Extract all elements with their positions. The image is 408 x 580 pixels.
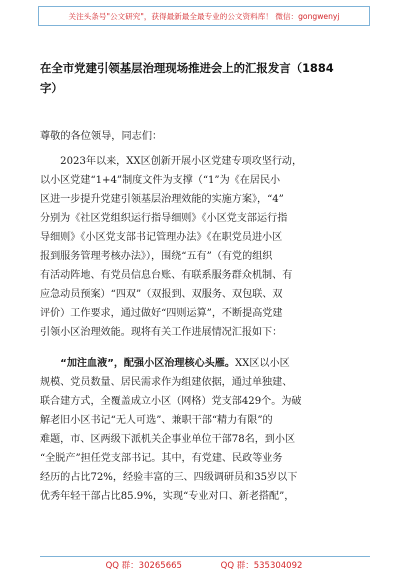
title-line-2: 字） [40, 81, 63, 95]
paragraph-2-line: 联合建方式，全覆盖成立小区（网格）党支部429个。为破 [40, 396, 302, 407]
header-banner-text: 关注头条号"公文研究"，获得最新最全最专业的公文资料库！ 微信：gongwenyj [68, 11, 340, 21]
footer [0, 559, 408, 571]
paragraph-2-line: 规模、党员数量、居民需求作为组建依据，通过单独建、 [40, 377, 293, 388]
title-line-1: 在全市党建引领基层治理现场推进会上的汇报发言（1884 [40, 61, 334, 75]
paragraph-1-line: 报到服务管理考核办法》），围绕“五有”（有党的组织 [40, 251, 273, 262]
document-title [40, 58, 370, 98]
paragraph-2-line: 难题，市、区两级下派机关企事业单位干部78名，到小区 [40, 434, 296, 445]
paragraph-1-line: 导细则》《小区党支部书记管理办法》《在职党员进小区 [40, 232, 283, 243]
paragraph-2-line: 优秀年轻干部占比85.9%，实现“专业对口、新老搭配”， [40, 491, 295, 502]
paragraph-1-line: 应急动员预案）“四双”（双报到、双服务、双包联、双 [40, 289, 283, 300]
footer-divider [40, 556, 370, 557]
paragraph-2-heading: “加注血液”，配强小区治理核心头雁。 [40, 358, 235, 369]
paragraph-2-heading-rest: XX区以小区 [234, 358, 290, 369]
footer-qq-group-2: QQ 群：535304092 [220, 561, 303, 571]
paragraph-2-heading-line [40, 356, 368, 372]
paragraph-1-line: 分别为《社区党组织运行指导细则》《小区党支部运行指 [40, 213, 288, 224]
header-banner [38, 6, 370, 26]
footer-qq-group-1: QQ 群：30265665 [105, 561, 182, 571]
paragraph-2-line: “全脱产”担任党支部书记。其中，有党建、民政等业务 [40, 453, 283, 464]
salutation: 尊敬的各位领导，同志们： [40, 131, 163, 142]
paragraph-1-line: 有活动阵地、有党员信息台账、有联系服务群众机制、有 [40, 270, 293, 281]
paragraph-1-line: 区进一步提升党建引领基层治理效能的实施方案》，“4” [40, 194, 284, 205]
paragraph-2-line: 解老旧小区书记“无人可选”、兼职干部“精力有限”的 [40, 415, 273, 426]
paragraph-1-line: 评价）工作要求，通过做好“四则运算”，不断提高党建 [40, 308, 283, 319]
paragraph-1-line: 以小区党建“1+4”制度文件为支撑（“1”为《在居民小 [40, 175, 281, 186]
paragraph-1-line: 引领小区治理效能。现将有关工作进展情况汇报如下： [40, 327, 283, 338]
paragraph-1-line: 2023年以来，XX区创新开展小区党建专项攻坚行动， [40, 156, 303, 167]
paragraph-2-line: 经历的占比72%，经验丰富的三、四级调研员和35岁以下 [40, 472, 298, 483]
